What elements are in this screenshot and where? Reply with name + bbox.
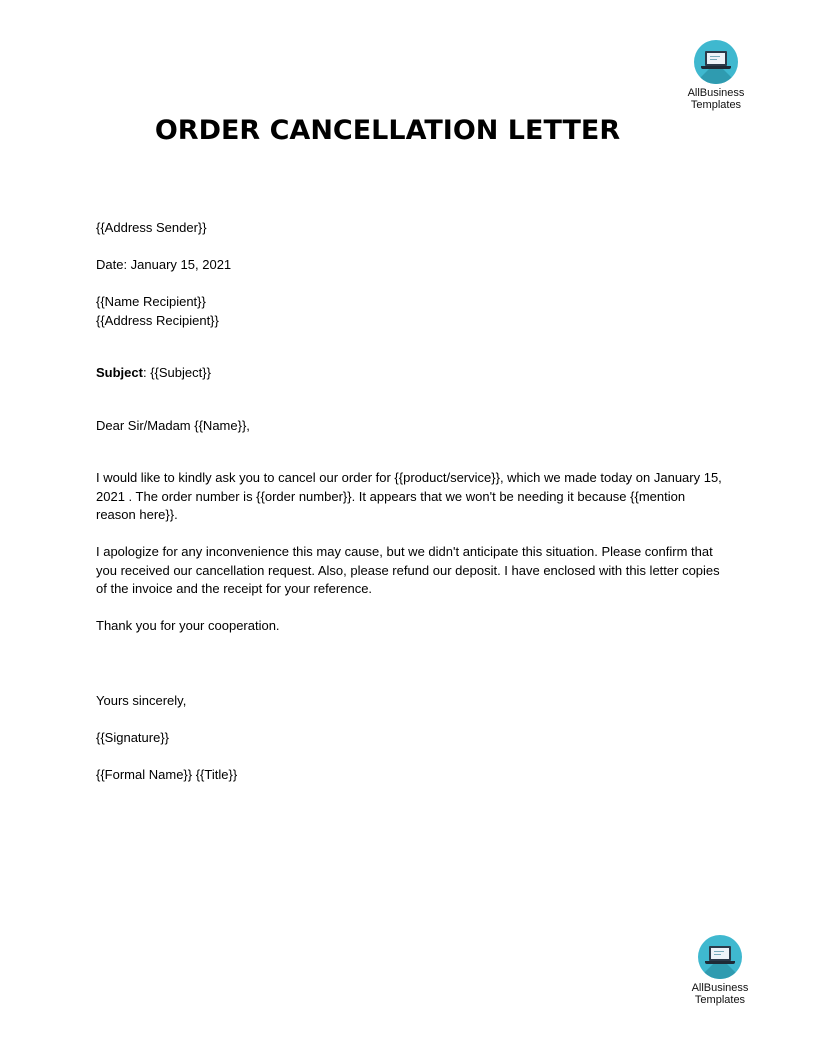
address-recipient: {{Address Recipient}} xyxy=(96,312,219,328)
paragraph-1: I would like to kindly ask you to cancel our order for {{product/service}}, which we made today on January 15, 2021 . The order number is {{order number}}. It appears that we won't be needing it because {{mention reason here}}. xyxy=(96,470,722,522)
subject-label: Subject xyxy=(96,365,143,380)
page-title: ORDER CANCELLATION LETTER xyxy=(154,115,621,146)
letter-body xyxy=(96,219,726,784)
paragraph-3: Thank you for your cooperation. xyxy=(96,618,280,633)
logo-text: AllBusiness Templates xyxy=(687,87,745,111)
name-title: {{Formal Name}} {{Title}} xyxy=(96,766,238,782)
logo-text: AllBusiness Templates xyxy=(691,982,749,1006)
laptop-icon xyxy=(694,40,738,84)
paragraph-2: I apologize for any inconvenience this may cause, but we didn't anticipate this situation. Please confirm that you received our cancellation request. Also, please refund our deposit. I have enclosed with this letter copies of the invoice and the receipt for your reference. xyxy=(96,544,720,596)
salutation: Dear Sir/Madam {{Name}}, xyxy=(96,417,250,433)
signature: {{Signature}} xyxy=(96,729,170,745)
address-sender: {{Address Sender}} xyxy=(96,220,207,235)
subject-value: : {{Subject}} xyxy=(142,365,211,380)
closing: Yours sincerely, xyxy=(96,692,187,708)
logo-bottom xyxy=(675,935,765,1006)
logo-top xyxy=(671,40,761,111)
subject-line xyxy=(96,364,726,383)
laptop-icon xyxy=(698,935,742,979)
name-recipient: {{Name Recipient}} xyxy=(96,294,206,309)
date: Date: January 15, 2021 xyxy=(96,257,232,272)
